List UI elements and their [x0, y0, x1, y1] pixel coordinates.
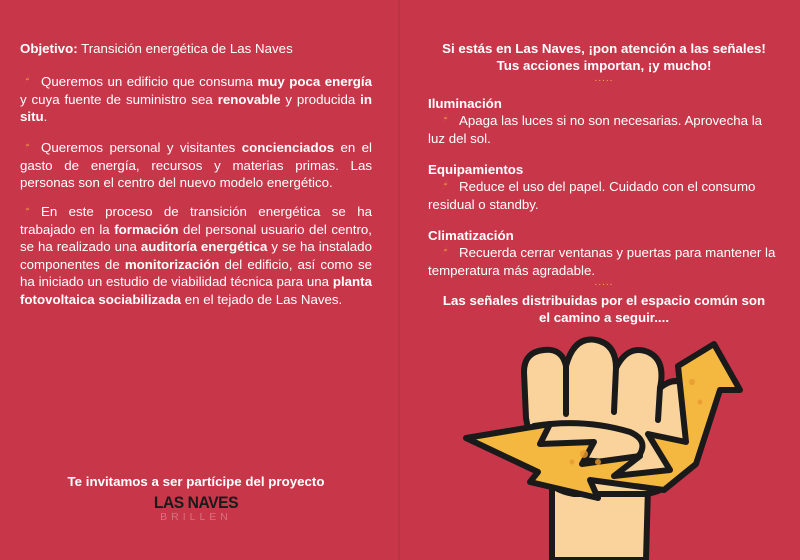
- las-naves-logo: [150, 494, 242, 523]
- objective-line: [20, 40, 372, 58]
- invite-text: Te invitamos a ser partícipe del proyecto: [67, 474, 325, 489]
- section-title-equipment: Equipamientos: [428, 162, 524, 177]
- lightning-bolt-icon: [438, 243, 453, 258]
- lightning-bolt-icon: [20, 138, 35, 153]
- lightning-bolt-icon: [438, 177, 453, 192]
- section-title-lighting: Iluminación: [428, 96, 502, 111]
- raised-fist-with-lightning-icon: [434, 322, 744, 560]
- header-line-2: Tus acciones importan, ¡y mucho!: [496, 58, 712, 73]
- footer-line-2: el camino a seguir....: [538, 310, 670, 325]
- fold-line: [398, 0, 400, 560]
- paragraph-people: Queremos personal y visitantes concienciados en el gasto de energía, recursos y materias primas. Las personas son el centro del nuevo modelo energético.: [20, 140, 373, 191]
- section-title-climate: Climatización: [428, 228, 514, 243]
- lightning-bolt-icon: [20, 202, 35, 217]
- header-line-1: Si estás en Las Naves, ¡pon atención a las señales!: [442, 41, 766, 56]
- objective-text: Transición energética de Las Naves: [77, 41, 293, 56]
- lightning-bolt-icon: [20, 72, 35, 87]
- paragraph-energy: Queremos un edificio que consuma muy poca energía y cuya fuente de suministro sea renovable y producida in situ.: [20, 74, 372, 125]
- dots-separator: .....: [594, 73, 614, 84]
- lightning-bolt-icon: [438, 111, 453, 126]
- left-panel: [0, 0, 392, 560]
- section-body-climate: Recuerda cerrar ventanas y puertas para mantener la temperatura más agradable.: [428, 245, 776, 278]
- paragraph-process: En este proceso de transición energética se ha trabajado en la formación del personal usuario del centro, se ha realizado una auditoría energética y se ha instalado componentes de monitorización del edificio, así como se ha iniciado un estudio de viabilidad técnica para una planta fotovoltaica sociabilizada en el tejado de Las Naves.: [20, 204, 373, 307]
- objective-label: Objetivo:: [20, 41, 78, 56]
- dots-separator-2: .....: [594, 277, 614, 288]
- section-body-lighting: Apaga las luces si no son necesarias. Aprovecha la luz del sol.: [428, 113, 763, 146]
- footer-line-1: Las señales distribuidas por el espacio común son: [442, 293, 766, 308]
- logo-main-text: LAS NAVES: [153, 493, 239, 512]
- section-body-equipment: Reduce el uso del papel. Cuidado con el consumo residual o standby.: [428, 179, 756, 212]
- logo-sub-text: BRILLEN: [160, 511, 232, 523]
